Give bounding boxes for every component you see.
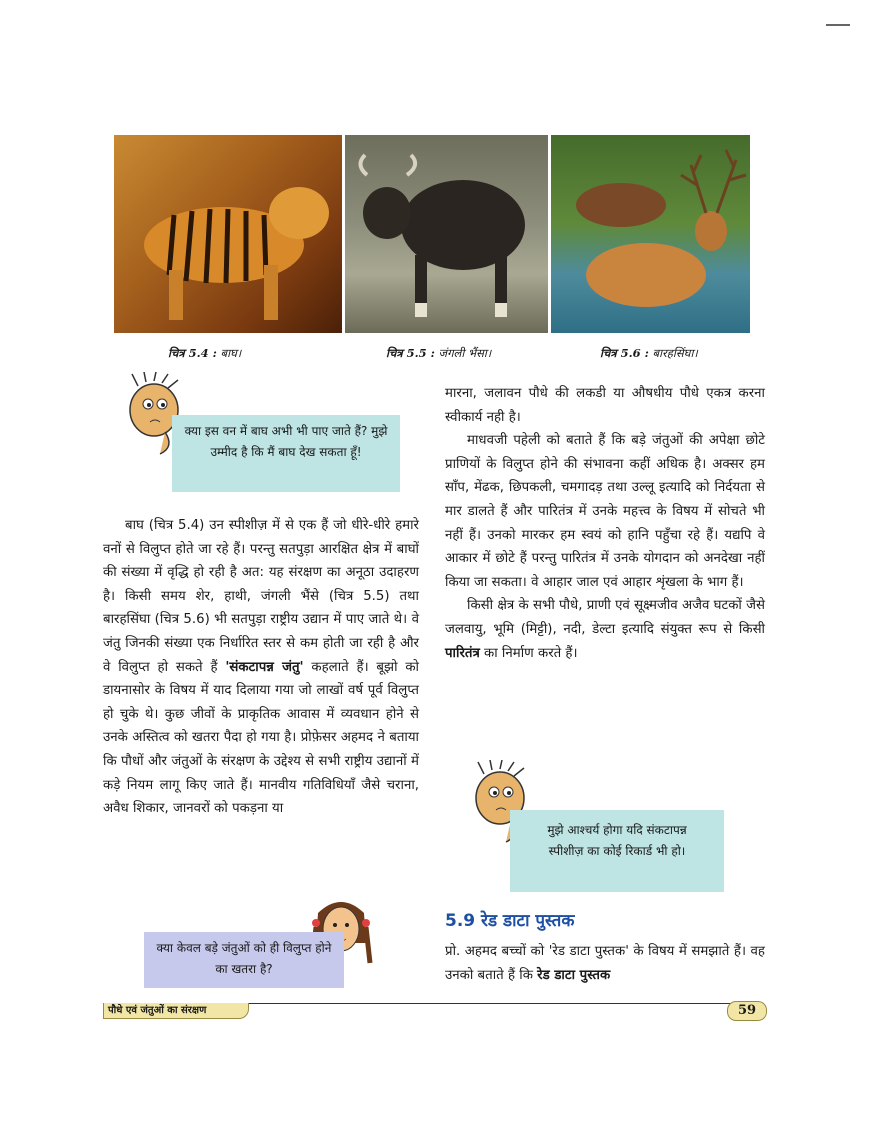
page-number: 59 [727,1001,767,1021]
term-red-data-book: रेड डाटा पुस्तक [537,967,611,983]
gaur-photo [345,135,548,333]
red-data-book-text: प्रो. अहमद बच्चों को 'रेड डाटा पुस्तक' के विषय में समझाते हैं। वह उनको बताते हैं कि रेड डाटा पुस्तक [445,944,765,983]
speech-bubble-wonder: मुझे आश्चर्य होगा यदि संकटापन्न स्पीशीज़ का कोई रिकार्ड भी हो। [510,810,724,892]
speech-bubble-tiger-question: क्या इस वन में बाघ अभी भी पाए जाते हैं? मुझे उम्मीद है कि मैं बाघ देख सकता हूँ! [172,415,400,492]
term-endangered-animals: 'संकटापन्न जंतु' [225,659,304,675]
tiger-photo [114,135,342,333]
figure-caption-tiger: चित्र 5.4 : बाघ। [168,346,242,360]
figure-caption-deer: चित्र 5.6 : बारहसिंघा। [600,346,698,360]
corner-dash [826,24,850,26]
speech-bubble-big-animals: क्या केवल बड़े जंतुओं को ही विलुप्त होने का खतरा है? [144,932,344,988]
figure-caption-gaur: चित्र 5.5 : जंगली भैंसा। [386,346,492,360]
swamp-deer-photo [551,135,750,333]
section-heading-red-data-book: 5.9 रेड डाटा पुस्तक [445,911,575,931]
right-column-text: मारना, जलावन पौधे की लकडी या औषधीय पौधे एकत्र करना स्वीकार्य नही है। माधवजी पहेली को बताते हैं कि बड़े जंतुओं की अपेक्षा छोटे प्राणियों के विलुप्त होने की संभावना कहीं अधिक है। अक्सर हम साँप, मेंढक, छिपकली, चमगादड़ तथा उल्लू इत्यादि को निर्दयता से मार डालते हैं और पारितंत्र में उनके महत्त्व के विषय में सोचते भी नहीं हैं। उनको मारकर हम स्वयं को हानि पहुँचा रहे हैं। यद्यपि वे आकार में छोटे हैं परन्तु पारितंत्र में उनके योगदान को अनदेखा नहीं किया जा सकता। वे आहार जाल एवं आहार शृंखला के भाग हैं। किसी क्षेत्र के सभी पौधे, प्राणी एवं सूक्ष्मजीव अजैव घटकों जैसे जलवायु, भूमि (मिट्टी), नदी, डेल्टा इत्यादि संयुक्त रूप से किसी पारितंत्र का निर्माण करते हैं। [445,386,765,661]
term-ecosystem: पारितंत्र [445,645,480,661]
footer-chapter-title: पौधे एवं जंतुओं का संरक्षण [103,1003,249,1019]
left-column-text: बाघ (चित्र 5.4) उन स्पीशीज़ में से एक हैं जो धीरे-धीरे हमारे वनों से विलुप्त होते जा रहे हैं। परन्तु सतपुड़ा आरक्षित क्षेत्र में बाघों की संख्या में वृद्धि हो रही है अत: यह संरक्षण का अनूठा उदाहरण है। किसी समय शेर, हाथी, जंगली भैंसे (चित्र 5.5) तथा बारहसिंघा (चित्र 5.6) भी सतपुड़ा राष्ट्रीय उद्यान में पाए जाते थे। वे जंतु जिनकी संख्या एक निर्धारित स्तर से कम होती जा रही है और वे विलुप्त हो सकते हैं 'संकटापन्न जंतु' कहलाते हैं। बूझो को डायनासोर के विषय में याद दिलाया गया जो लाखों वर्ष पूर्व विलुप्त हो चुके थे। कुछ जीवों के प्राकृतिक आवास में व्यवधान होने से उनके अस्तित्व को खतरा पैदा हो गया है। प्रोफ़ेसर अहमद ने बताया कि पौधों और जंतुओं के संरक्षण के उद्देश्य से सभी राष्ट्रीय उद्यानों में कड़े नियम लागू किए जाते हैं। मानवीय गतिविधियाँ जैसे चराना, अवैध शिकार, जानवरों को पकड़ना या [103,518,419,817]
